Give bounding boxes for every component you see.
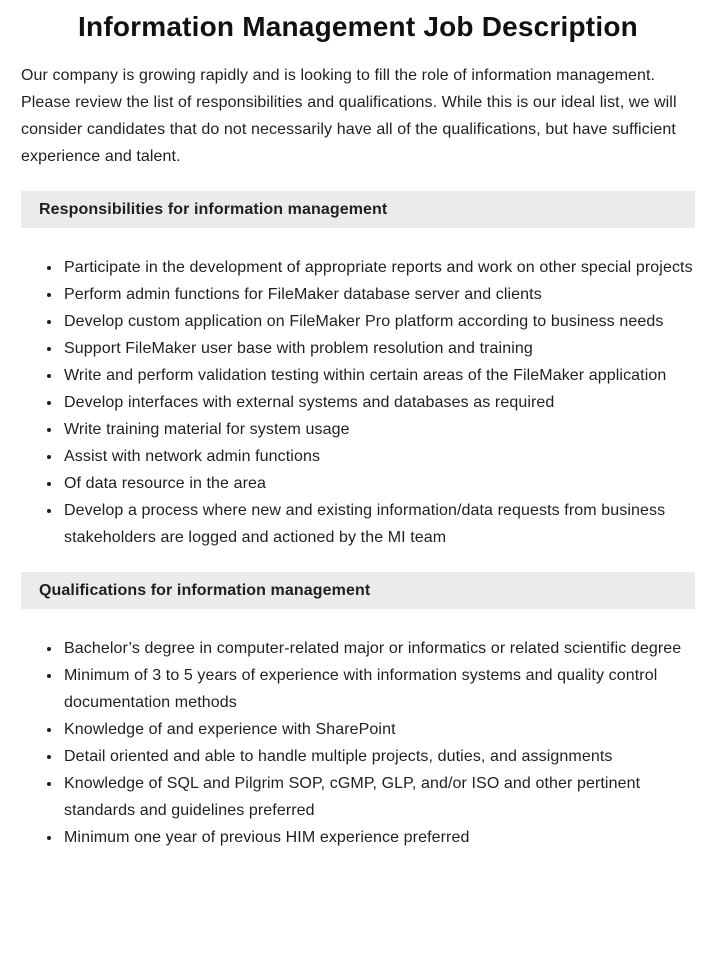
list-item: • Assist with network admin functions bbox=[62, 443, 695, 470]
section bbox=[21, 191, 695, 551]
list-item: • Develop interfaces with external systems and databases as required bbox=[62, 389, 695, 416]
list-item: • Perform admin functions for FileMaker database server and clients bbox=[62, 281, 695, 308]
section-heading: Qualifications for information management bbox=[21, 572, 695, 609]
bullet-list bbox=[21, 635, 695, 851]
list-item: • Support FileMaker user base with problem resolution and training bbox=[62, 335, 695, 362]
list-item: • Of data resource in the area bbox=[62, 470, 695, 497]
list-item: • Minimum of 3 to 5 years of experience with information systems and quality control documentation methods bbox=[62, 662, 695, 716]
intro-paragraph: Our company is growing rapidly and is looking to fill the role of information management. Please review the list of responsibilities and qualifications. While this is our ideal list, we will consider candidates that do not necessarily have all of the qualifications, but have sufficient experience and talent. bbox=[21, 67, 677, 165]
list-item: • Bachelor’s degree in computer-related major or informatics or related scientific degree bbox=[62, 635, 695, 662]
list-item: • Develop a process where new and existing information/data requests from business stakeholders are logged and actioned by the MI team bbox=[62, 497, 695, 551]
list-item: • Participate in the development of appropriate reports and work on other special projects bbox=[62, 254, 695, 281]
list-item: • Write training material for system usage bbox=[62, 416, 695, 443]
list-item: • Knowledge of SQL and Pilgrim SOP, cGMP, GLP, and/or ISO and other pertinent standards and guidelines preferred bbox=[62, 770, 695, 824]
section bbox=[21, 572, 695, 851]
section-heading: Responsibilities for information management bbox=[21, 191, 695, 228]
page-title: Information Management Job Description bbox=[78, 11, 638, 42]
list-item: • Develop custom application on FileMaker Pro platform according to business needs bbox=[62, 308, 695, 335]
list-item: • Knowledge of and experience with SharePoint bbox=[62, 716, 695, 743]
list-item: • Detail oriented and able to handle multiple projects, duties, and assignments bbox=[62, 743, 695, 770]
list-item: • Minimum one year of previous HIM experience preferred bbox=[62, 824, 695, 851]
list-item: • Write and perform validation testing within certain areas of the FileMaker application bbox=[62, 362, 695, 389]
bullet-list bbox=[21, 254, 695, 551]
sections-container bbox=[21, 191, 695, 851]
